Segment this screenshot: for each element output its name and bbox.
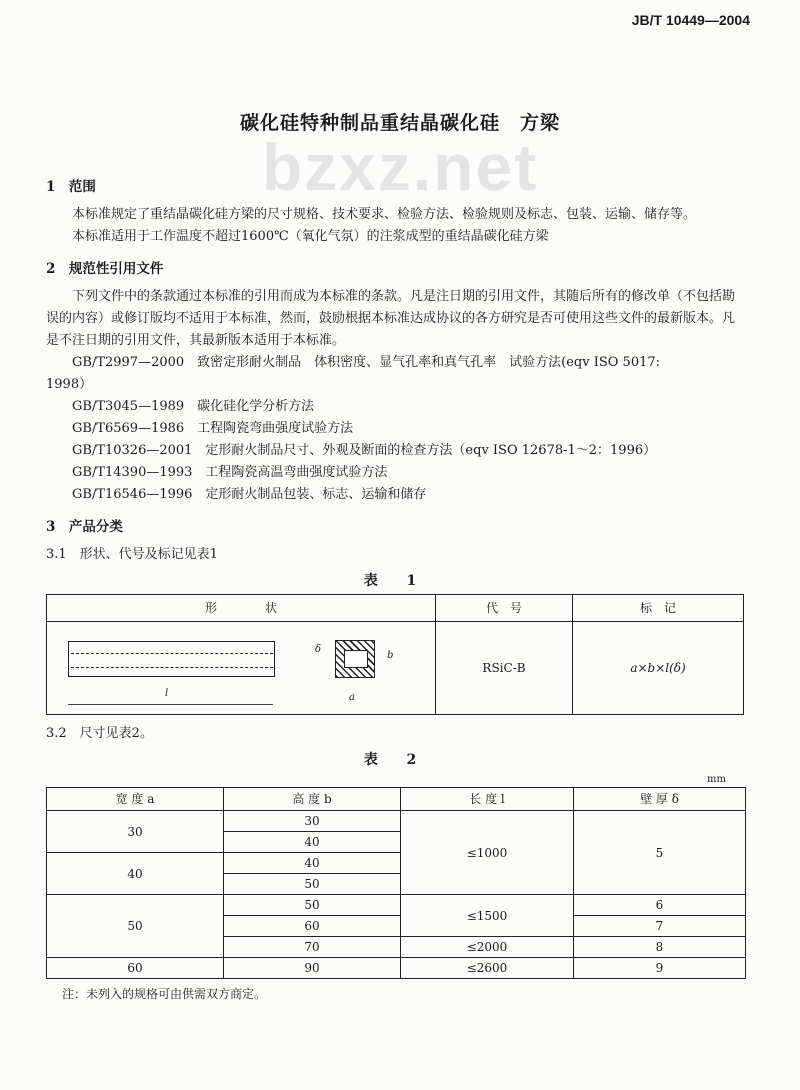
cell-b: 40 xyxy=(224,832,401,853)
table-1 xyxy=(46,594,744,715)
code-cell: RSiC-B xyxy=(436,622,573,715)
cell-a: 60 xyxy=(47,958,224,979)
header-shape: 形 状 xyxy=(47,595,436,622)
table-note: 注：未列入的规格可由供需双方商定。 xyxy=(62,987,267,1001)
section-3-1: 3.1 形状、代号及标记见表1 xyxy=(46,547,218,562)
ref-item-cont: 1998） xyxy=(46,377,93,392)
cell-d: 7 xyxy=(574,916,746,937)
section-2-heading: 2 规范性引用文件 xyxy=(46,261,164,277)
section-3-heading: 3 产品分类 xyxy=(46,519,123,535)
cell-l: ≤1500 xyxy=(401,895,574,937)
table-2 xyxy=(46,787,746,979)
cell-b: 90 xyxy=(224,958,401,979)
section-1-para-1: 本标准规定了重结晶碳化硅方梁的尺寸规格、技术要求、检验方法、检验规则及标志、包装、运输、储存等。 xyxy=(72,207,697,222)
ref-item: GB/T2997—2000 致密定形耐火制品 体积密度、显气孔率和真气孔率 试验方法(eqv ISO 5017: xyxy=(72,355,661,370)
dim-label-l: l xyxy=(165,688,169,699)
cell-l: ≤2000 xyxy=(401,937,574,958)
cell-l: ≤2600 xyxy=(401,958,574,979)
cell-b: 40 xyxy=(224,853,401,874)
beam-side-view xyxy=(68,641,275,677)
cell-a: 40 xyxy=(47,853,224,895)
table-2-caption: 表 2 xyxy=(363,752,429,768)
ref-item: GB/T6569—1986 工程陶瓷弯曲强度试验方法 xyxy=(72,421,354,436)
section-1-heading: 1 范围 xyxy=(46,179,96,195)
unit-label: mm xyxy=(707,774,726,785)
table-1-caption: 表 1 xyxy=(363,573,429,589)
watermark: bzxz.net xyxy=(261,142,539,192)
cell-b: 50 xyxy=(224,874,401,895)
ref-item: GB/T16546—1996 定形耐火制品包装、标志、运输和储存 xyxy=(72,487,427,502)
cell-l: ≤1000 xyxy=(401,811,574,895)
dim-label-b: b xyxy=(387,650,394,661)
dimension-line-l xyxy=(68,704,273,705)
ref-item: GB/T14390—1993 工程陶瓷高温弯曲强度试验方法 xyxy=(72,465,388,480)
mark-cell: a×b×l(δ) xyxy=(573,622,744,715)
section-2-para-1: 下列文件中的条款通过本标准的引用而成为本标准的条款。凡是注日期的引用文件，其随后所有的修改单（不包括勘误的内容）或修订版均不适用于本标准，然而，鼓励根据本标准达成协议的各方研究是否可使用这些文件的最新版本。凡是不注日期的引用文件，其最新版本适用于本标准。 xyxy=(46,289,736,348)
cell-b: 50 xyxy=(224,895,401,916)
cell-b: 30 xyxy=(224,811,401,832)
dim-label-a: a xyxy=(349,692,355,703)
standard-number: JB/T 10449—2004 xyxy=(631,12,750,28)
cell-d: 9 xyxy=(574,958,746,979)
section-1-para-2: 本标准适用于工作温度不超过1600℃（氧化气氛）的注浆成型的重结晶碳化硅方梁 xyxy=(72,229,549,244)
header-height: 高 度 b xyxy=(224,788,401,811)
ref-item: GB/T10326—2001 定形耐火制品尺寸、外观及断面的检查方法（eqv ISO 12678-1～2：1996） xyxy=(72,443,657,458)
document-body xyxy=(46,176,746,1005)
page-title: 碳化硅特种制品重结晶碳化硅 方梁 xyxy=(239,112,560,134)
cell-d: 5 xyxy=(574,811,746,895)
cell-d: 8 xyxy=(574,937,746,958)
shape-diagram-cell xyxy=(47,622,436,715)
cell-b: 60 xyxy=(224,916,401,937)
cell-a: 50 xyxy=(47,895,224,958)
cell-a: 30 xyxy=(47,811,224,853)
header-thickness: 壁 厚 δ xyxy=(574,788,746,811)
header-width: 宽 度 a xyxy=(47,788,224,811)
cell-d: 6 xyxy=(574,895,746,916)
header-code: 代 号 xyxy=(436,595,573,622)
ref-item: GB/T3045—1989 碳化硅化学分析方法 xyxy=(72,399,315,414)
cell-b: 70 xyxy=(224,937,401,958)
beam-cross-section xyxy=(335,640,375,678)
dim-label-delta: δ xyxy=(315,644,322,655)
header-mark: 标 记 xyxy=(573,595,744,622)
header-length: 长 度 l xyxy=(401,788,574,811)
section-3-2: 3.2 尺寸见表2。 xyxy=(46,726,153,741)
